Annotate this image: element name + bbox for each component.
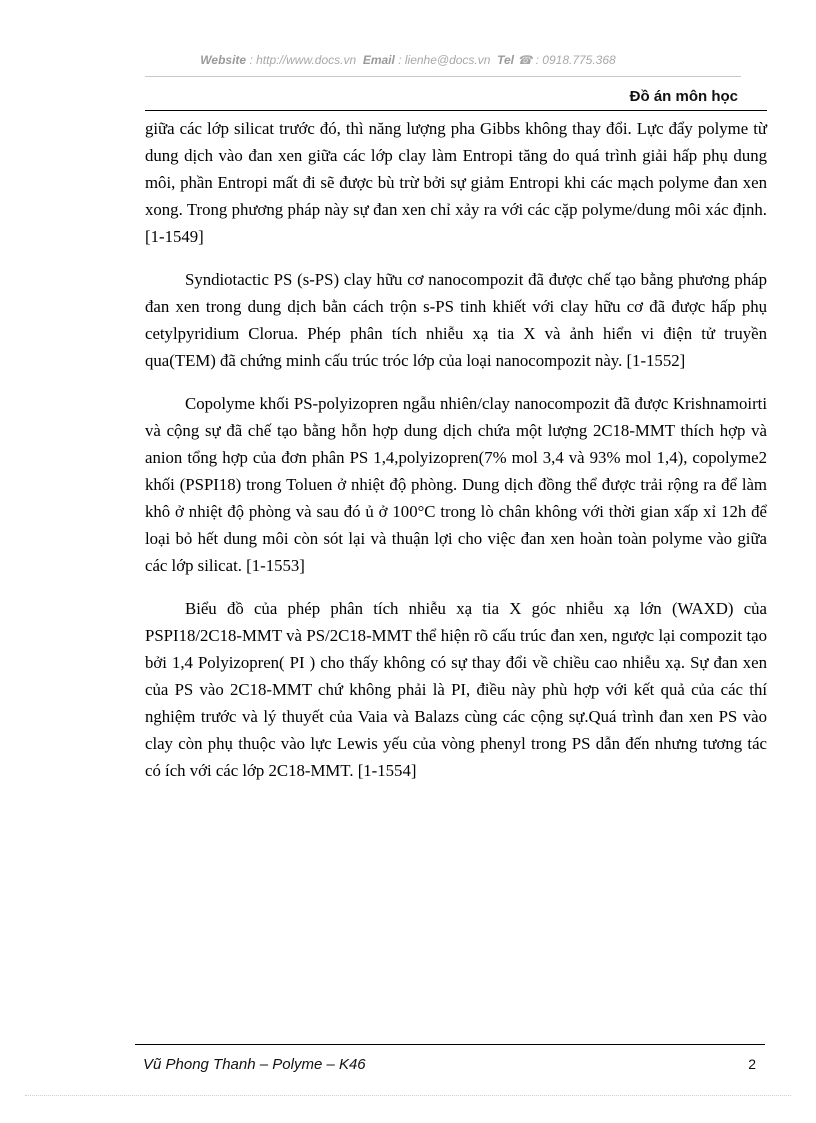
page-number: 2 <box>748 1056 756 1072</box>
tel-number: ☎ : 0918.775.368 <box>517 53 616 67</box>
email-address[interactable]: : lienhe@docs.vn <box>398 53 491 67</box>
website-label: Website <box>200 53 247 67</box>
tel-label: Tel <box>497 53 514 67</box>
paragraph-waxd: Biểu đồ của phép phân tích nhiễu xạ tia X góc nhiễu xạ lớn (WAXD) của PSPI18/2C18-MMT và PS/2C18-MMT thể hiện rõ cấu trúc đan xen, ngược lại compozit tạo bởi 1,4 Polyizopren( PI ) cho thấy không có sự thay đổi về chiều cao nhiễu xạ. Sự đan xen của PS vào 2C18-MMT chứ không phải là PI, điều này phù hợp với kết quả của các thí nghiệm trước và lý thuyết của Vaia và Balazs cùng các cộng sự.Quá trình đan xen PS vào clay còn phụ thuộc vào lực Lewis yếu của vòng phenyl trong PS dẫn đến nhưng tương tác có ích với các lớp 2C18-MMT. [1-1554] <box>145 599 767 780</box>
email-label: Email <box>362 53 395 67</box>
site-contact-banner <box>0 53 816 67</box>
header-divider <box>145 110 767 111</box>
document-body <box>145 115 767 800</box>
page-header-title: Đồ án môn học <box>629 88 738 105</box>
page-bottom-border <box>25 1095 791 1096</box>
paragraph-copolyme: Copolyme khối PS-polyizopren ngẫu nhiên/clay nanocompozit đã được Krishnamoirti và cộng sự đã chế tạo bằng hỗn hợp dung dịch chứa một lượng 2C18-MMT thích hợp và anion tổng hợp của đơn phân PS 1,4,polyizopren(7% mol 3,4 và 93% mol 1,4), copolyme2 khối (PSPI18) trong Toluen ở nhiệt độ phòng. Dung dịch đồng thể được trải rộng ra để làm khô ở nhiệt độ phòng và sau đó ủ ở 100°C trong lò chân không với thời gian xấp xỉ 12h để loại bỏ hết dung môi còn sót lại và thuận lợi cho việc đan xen hoàn toàn polyme vào giữa các lớp silicat. [1-1553] <box>145 394 767 575</box>
footer-divider <box>135 1044 765 1045</box>
paragraph-continuation: giữa các lớp silicat trước đó, thì năng lượng pha Gibbs không thay đổi. Lực đẩy polyme từ dung dịch vào đan xen giữa các lớp clay làm Entropi tăng do quá trình giải hấp phụ dung môi, phần Entropi mất đi sẽ được bù trừ bởi sự giảm Entropi khi các mạch polyme đan xen xong. Trong phương pháp này sự đan xen chỉ xảy ra với các cặp polyme/dung môi xác định.[1-1549] <box>145 119 767 246</box>
banner-divider <box>145 76 741 77</box>
footer-author: Vũ Phong Thanh – Polyme – K46 <box>143 1056 366 1073</box>
website-url[interactable]: : http://www.docs.vn <box>249 53 357 67</box>
paragraph-syndiotactic: Syndiotactic PS (s-PS) clay hữu cơ nanocompozit đã được chế tạo bằng phương pháp đan xen trong dung dịch bằn cách trộn s-PS tinh khiết với clay hữu cơ đã được hấp phụ cetylpyridium Clorua. Phép phân tích nhiễu xạ tia X và ảnh hiển vi điện tử truyền qua(TEM) đã chứng minh cấu trúc tróc lớp của loại nanocompozit này. [1-1552] <box>145 270 767 370</box>
